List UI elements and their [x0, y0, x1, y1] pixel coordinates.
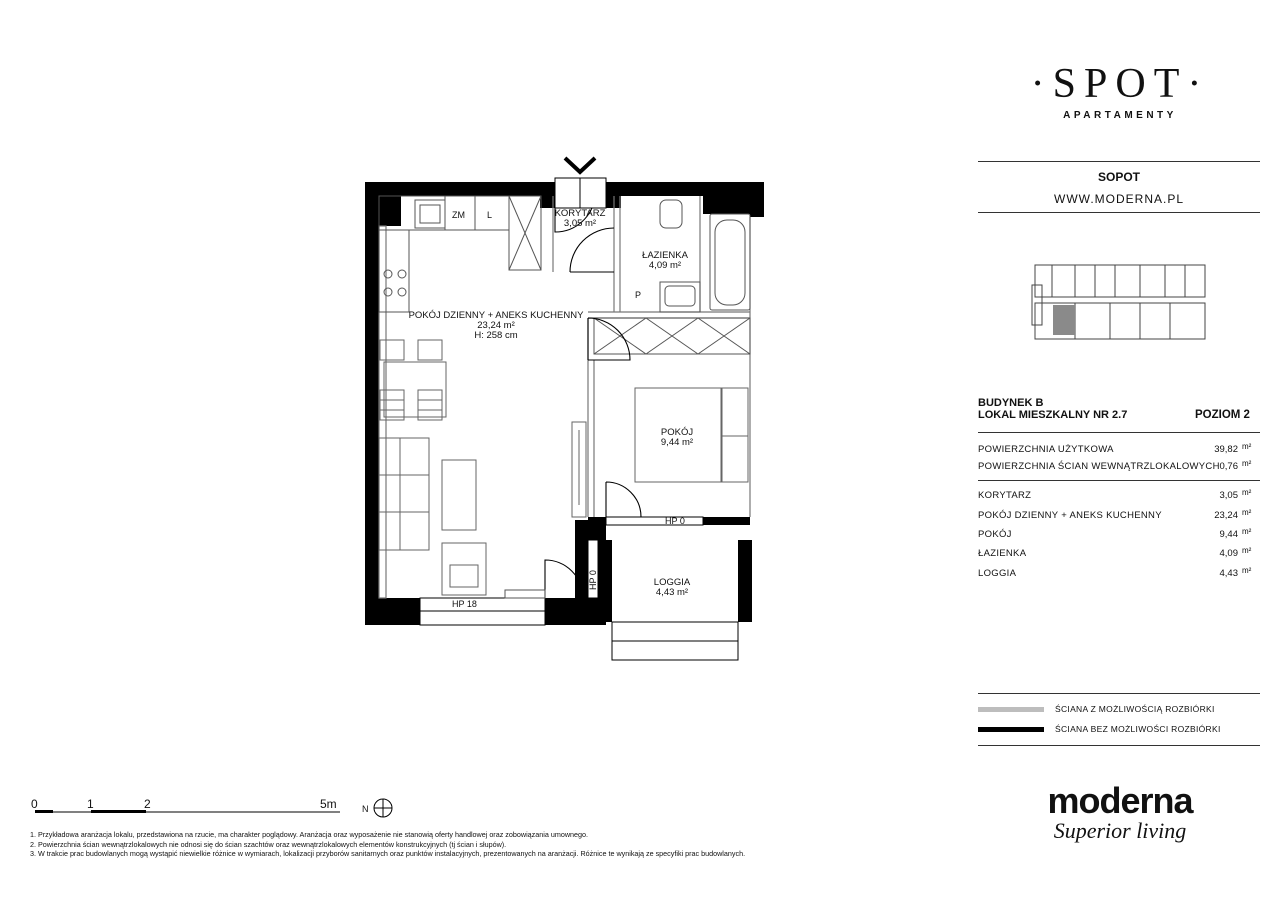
partition-walls [379, 196, 750, 598]
washer-label: P [635, 290, 642, 300]
brand-subtitle: APARTAMENTY [1063, 110, 1177, 121]
bathroom-area: 4,09 m² [648, 260, 682, 271]
summary-row-label: POWIERZCHNIA ŚCIAN WEWNĄTRZLOKALOWYCH [978, 461, 1220, 472]
living-room-height: H: 258 cm [474, 330, 518, 341]
note-2: 2. Powierzchnia ścian wewnątrzlokalowych nie odnosi się do ścian szachtów oraz wewnątrzlokalowych elementów konstrukcyjnych (tj ścian i słupów). [30, 839, 507, 849]
window-height-label: HP 0 [665, 516, 685, 526]
brand-logo: ·SPOT· [1030, 61, 1210, 107]
room-row-value: 4,43 [1219, 568, 1238, 579]
wardrobe [594, 318, 750, 354]
fridge-label: ZM [452, 210, 465, 220]
load-bearing-walls [365, 182, 764, 625]
scale-mark-2: 2 [144, 797, 151, 811]
room-row-value: 9,44 [1219, 529, 1238, 540]
summary-row-unit: m² [1242, 442, 1252, 451]
room-row-unit: m² [1242, 488, 1252, 497]
bathroom-name: ŁAZIENKA [642, 250, 688, 261]
room-row-unit: m² [1242, 508, 1252, 517]
divider [978, 693, 1260, 694]
scale-bar [35, 810, 340, 813]
room-row-label: POKÓJ DZIENNY + ANEKS KUCHENNY [978, 510, 1162, 521]
scale-mark-1: 1 [87, 797, 94, 811]
scale-mark-5: 5m [320, 797, 337, 811]
loggia-area: 4,43 m² [655, 587, 689, 598]
summary-row-unit: m² [1242, 459, 1252, 468]
apartment-label: LOKAL MIESZKALNY NR 2.7 [978, 409, 1128, 421]
north-compass-icon [362, 799, 392, 817]
room-row-label: LOGGIA [978, 568, 1017, 579]
divider [978, 161, 1260, 162]
room-row-value: 3,05 [1219, 490, 1238, 501]
corridor-area: 3,05 m² [563, 218, 597, 229]
unit-highlight [1053, 305, 1075, 335]
summary-row-value: 0,76 [1219, 461, 1238, 472]
note-1: 1. Przykładowa aranżacja lokalu, przedstawiona na rzucie, ma charakter poglądowy. Aranżacja oraz wyposażenie nie stanowią oferty handlowej oraz zobowiązania umownego. [30, 830, 589, 839]
dishwasher-label: L [487, 210, 493, 220]
loggia-name: LOGGIA [653, 577, 691, 588]
room-row-value: 4,09 [1219, 548, 1238, 559]
entrance-arrow-icon [565, 158, 595, 172]
door-height-label: HP 0 [588, 570, 598, 590]
level-label: POZIOM 2 [1195, 409, 1250, 421]
divider [978, 480, 1260, 481]
legend-label: ŚCIANA Z MOŻLIWOŚCIĄ ROZBIÓRKI [1055, 704, 1215, 714]
disclaimer-notes [30, 830, 745, 859]
legend-label: ŚCIANA BEZ MOŻLIWOŚCI ROZBIÓRKI [1055, 724, 1221, 734]
room-row-value: 23,24 [1214, 510, 1238, 521]
living-furniture [379, 340, 586, 595]
moderna-logo: moderna [1047, 780, 1193, 821]
divider [978, 212, 1260, 213]
bedroom-name: POKÓJ [660, 427, 694, 438]
summary-row-label: POWIERZCHNIA UŻYTKOWA [978, 444, 1114, 455]
moderna-tagline: Superior living [1053, 818, 1187, 843]
building-label: BUDYNEK B [978, 397, 1044, 409]
room-row-label: KORYTARZ [978, 490, 1032, 501]
living-room-name: POKÓJ DZIENNY + ANEKS KUCHENNY [408, 310, 584, 321]
city-label: SOPOT [1097, 170, 1140, 184]
note-3: 3. W trakcie prac budowlanych mogą wystąpić niewielkie różnice w wymiarach, lokalizacji przyborów sanitarnych oraz punktów instalacyjnych, prezentowanych na aranżacji. Różnice te wynikają ze specyfiki prac budowlanych. [30, 849, 746, 858]
unit-heading [978, 397, 1127, 421]
building-keyplan [1030, 255, 1215, 347]
divider [978, 745, 1260, 746]
room-row-unit: m² [1242, 527, 1252, 536]
living-room-area: 23,24 m² [477, 320, 515, 331]
sill-height-label: HP 18 [452, 599, 477, 609]
legend-swatch [978, 727, 1044, 732]
corridor-name: KORYTARZ [554, 208, 606, 219]
room-row-label: POKÓJ [978, 529, 1012, 540]
legend-swatch [978, 707, 1044, 712]
website-link[interactable]: WWW.MODERNA.PL [1054, 192, 1184, 206]
balcony-door [505, 590, 545, 598]
north-label: N [362, 804, 369, 814]
bedroom-area: 9,44 m² [660, 437, 694, 448]
scale-mark-0: 0 [31, 797, 38, 811]
room-row-label: ŁAZIENKA [978, 548, 1027, 559]
summary-row-value: 39,82 [1214, 444, 1238, 455]
room-row-unit: m² [1242, 566, 1252, 575]
room-row-unit: m² [1242, 546, 1252, 555]
divider [978, 432, 1260, 433]
